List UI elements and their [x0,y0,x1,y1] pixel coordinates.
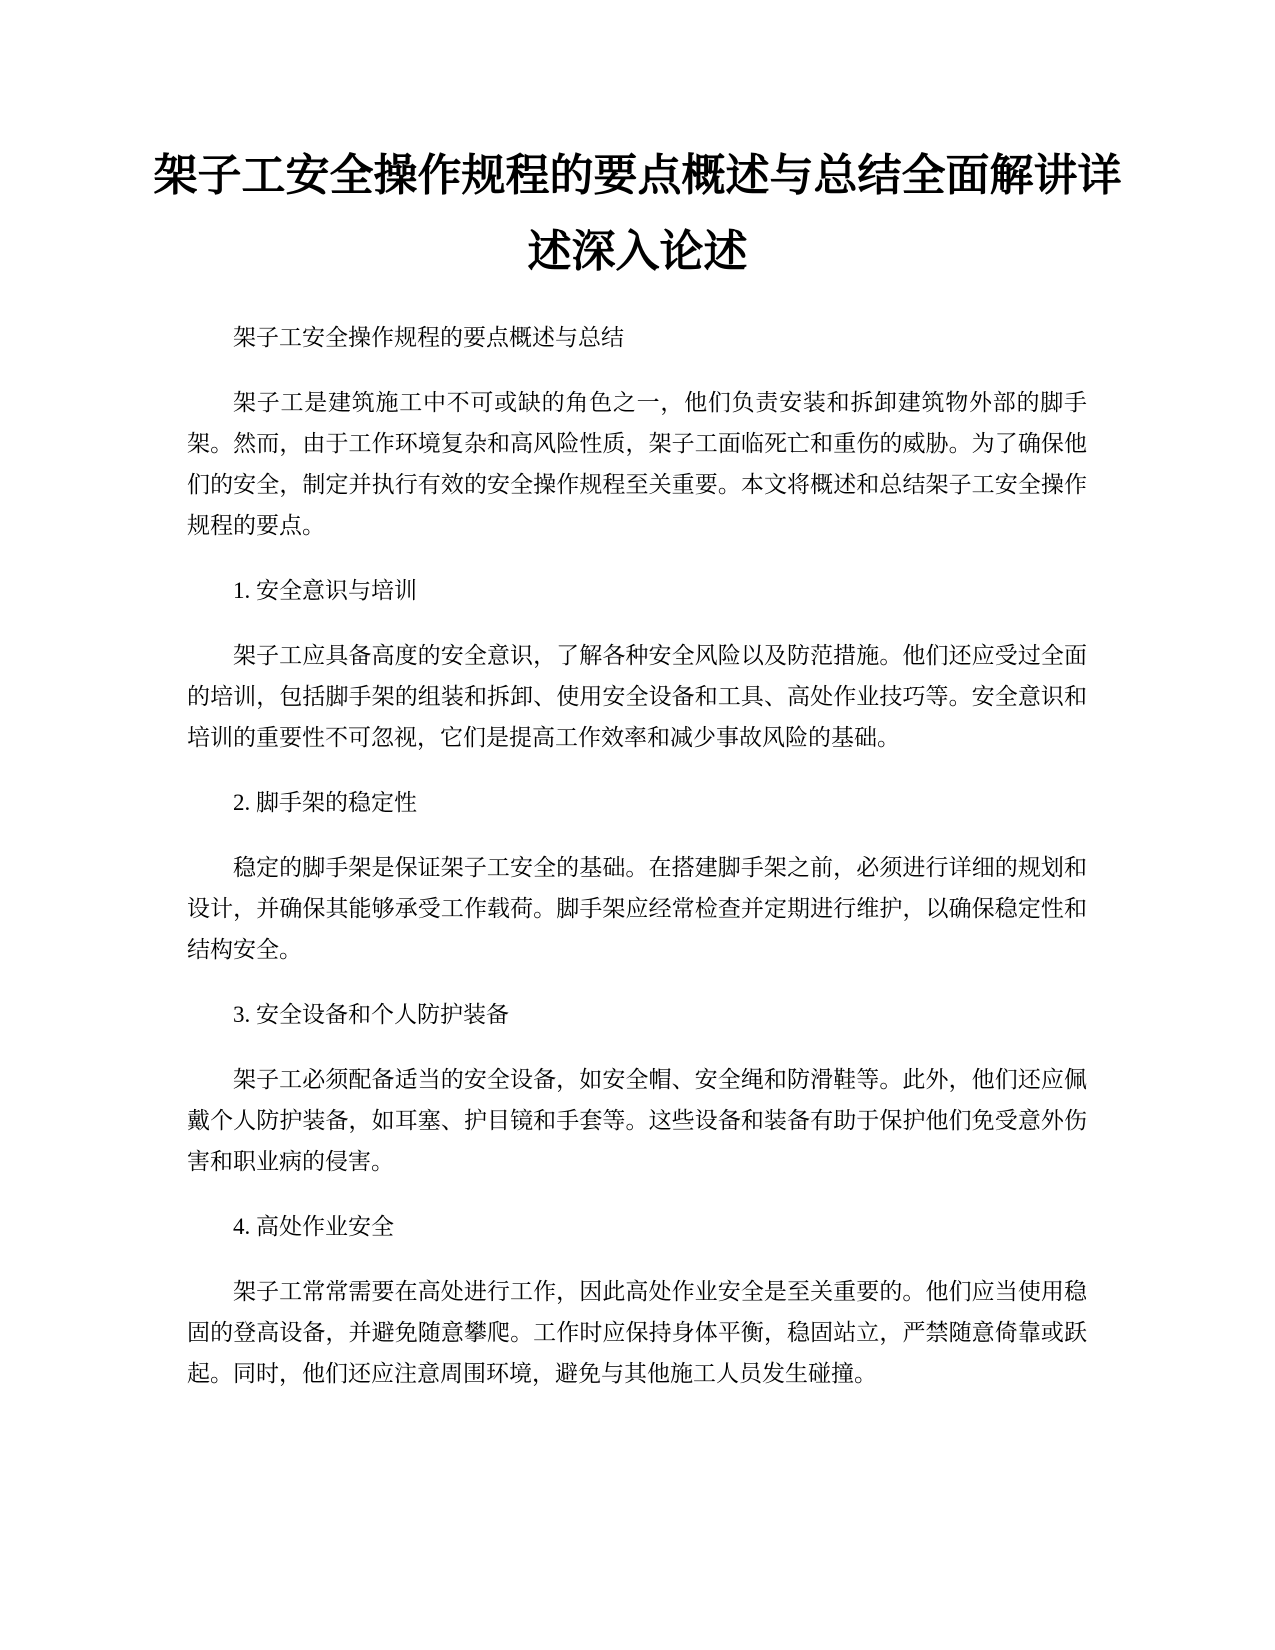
section-paragraph-2: 稳定的脚手架是保证架子工安全的基础。在搭建脚手架之前，必须进行详细的规划和设计，并确保其能够承受工作载荷。脚手架应经常检查并定期进行维护，以确保稳定性和结构安全。 [187,855,1087,962]
document-body [187,317,1087,1418]
section-paragraph-3: 架子工必须配备适当的安全设备，如安全帽、安全绳和防滑鞋等。此外，他们还应佩戴个人防护装备，如耳塞、护目镜和手套等。这些设备和装备有助于保护他们免受意外伤害和职业病的侵害。 [187,1067,1087,1174]
section-heading-2: 2. 脚手架的稳定性 [233,790,417,815]
intro-paragraph: 架子工是建筑施工中不可或缺的角色之一，他们负责安装和拆卸建筑物外部的脚手架。然而，由于工作环境复杂和高风险性质，架子工面临死亡和重伤的威胁。为了确保他们的安全，制定并执行有效的安全操作规程至关重要。本文将概述和总结架子工安全操作规程的要点。 [187,390,1087,538]
section-heading-1: 1. 安全意识与培训 [233,578,417,603]
section-heading-3: 3. 安全设备和个人防护装备 [233,1002,509,1027]
intro-heading: 架子工安全操作规程的要点概述与总结 [233,325,624,350]
section-paragraph-1: 架子工应具备高度的安全意识，了解各种安全风险以及防范措施。他们还应受过全面的培训，包括脚手架的组装和拆卸、使用安全设备和工具、高处作业技巧等。安全意识和培训的重要性不可忽视，它们是提高工作效率和减少事故风险的基础。 [187,643,1087,750]
section-paragraph-4: 架子工常常需要在高处进行工作，因此高处作业安全是至关重要的。他们应当使用稳固的登高设备，并避免随意攀爬。工作时应保持身体平衡，稳固站立，严禁随意倚靠或跃起。同时，他们还应注意周围环境，避免与其他施工人员发生碰撞。 [187,1279,1087,1386]
section-heading-4: 4. 高处作业安全 [233,1214,394,1239]
document-title: 架子工安全操作规程的要点概述与总结全面解讲详述深入论述 [153,150,1122,277]
